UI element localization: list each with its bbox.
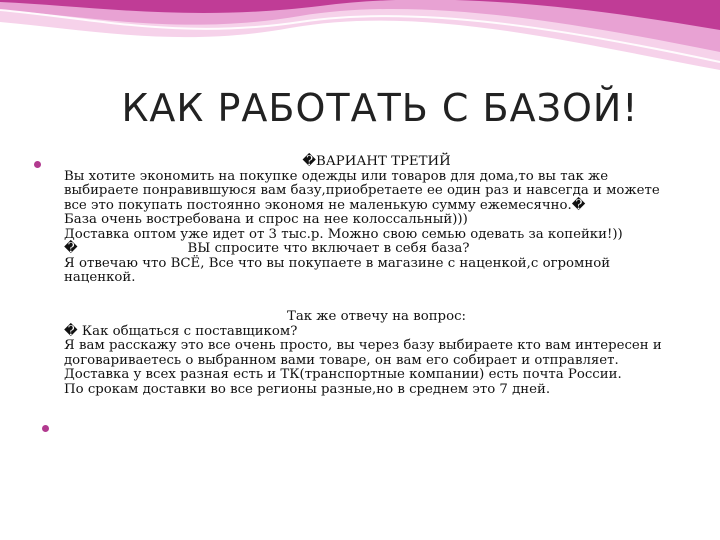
text-block-2 <box>64 310 689 397</box>
block-2-line: договариваетесь о выбранном вами товаре, он вам его собирает и отправляет. <box>64 352 619 368</box>
block-1-line: Я отвечаю что ВСЁ, Все что вы покупаете в магазине с наценкой,с огромной <box>64 255 611 271</box>
bullet-1 <box>34 161 41 168</box>
block-2-line: По срокам доставки во все регионы разные,но в среднем это 7 дней. <box>64 381 551 397</box>
block-1-line: � ВЫ спросите что включает в себя база? <box>64 241 470 256</box>
block-1-line: наценкой. <box>64 270 136 285</box>
block-1-line: Вы хотите экономить на покупке одежды или товаров для дома,то вы так же <box>64 168 609 184</box>
block-1-line: База очень востребована и спрос на нее колоссальный))) <box>64 212 468 227</box>
block-2-heading: Так же отвечу на вопрос: <box>286 309 467 324</box>
block-2-line: Я вам расскажу это все очень просто, вы через базу выбираете кто вам интересен и <box>64 338 662 353</box>
block-2-line: � Как общаться с поставщиком? <box>64 323 298 339</box>
block-2-line: Доставка у всех разная есть и ТК(транспортные компании) есть почта России. <box>64 367 622 382</box>
bullet-2 <box>42 425 49 432</box>
text-block-1 <box>64 155 689 286</box>
block-1-line: Доставка оптом уже идет от 3 тыс.р. Можно свою семью одевать за копейки!)) <box>64 226 623 242</box>
block-1-heading: �ВАРИАНТ ТРЕТИЙ <box>302 154 451 169</box>
block-1-line: все это покупать постоянно экономя не маленькую сумму ежемесячно.� <box>64 197 586 213</box>
block-1-line: выбираете понравившуюся вам базу,приобретаете ее один раз и навсегда и можете <box>64 183 660 198</box>
header-wave-decoration <box>0 0 720 80</box>
slide-title: КАК РАБОТАТЬ С БАЗОЙ! <box>121 86 639 130</box>
